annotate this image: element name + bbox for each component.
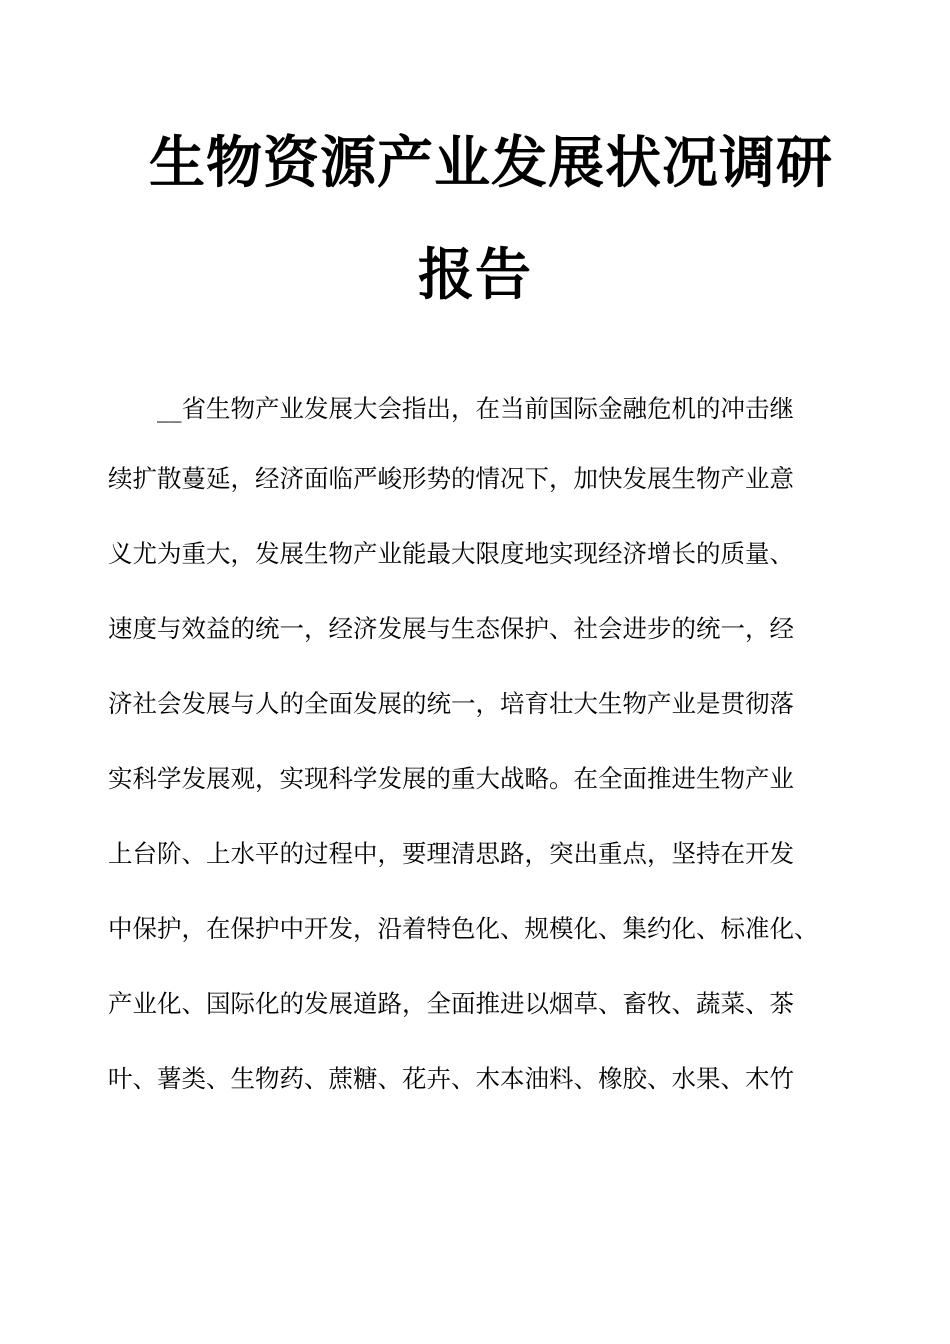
paragraph-line: 济社会发展与人的全面发展的统一，培育壮大生物产业是贯彻落 xyxy=(108,689,794,718)
paragraph-line: 叶、薯类、生物药、蔗糖、花卉、木本油料、橡胶、水果、木竹 xyxy=(108,1064,794,1093)
paragraph-line: __省生物产业发展大会指出，在当前国际金融危机的冲击继 xyxy=(157,394,794,423)
paragraph-line: 上台阶、上水平的过程中，要理清思路，突出重点，坚持在开发 xyxy=(108,839,794,868)
paragraph-line: 续扩散蔓延，经济面临严峻形势的情况下，加快发展生物产业意 xyxy=(108,464,794,493)
document-title-line-1: 生物资源产业发展状况调研 xyxy=(149,131,833,196)
paragraph-line: 义尤为重大，发展生物产业能最大限度地实现经济增长的质量、 xyxy=(108,539,794,568)
paragraph-line: 产业化、国际化的发展道路，全面推进以烟草、畜牧、蔬菜、茶 xyxy=(108,989,794,1018)
paragraph-line: 速度与效益的统一，经济发展与生态保护、社会进步的统一，经 xyxy=(108,614,794,643)
paragraph-line: 中保护，在保护中开发，沿着特色化、规模化、集约化、标准化、 xyxy=(108,914,819,943)
paragraph-line: 实科学发展观，实现科学发展的重大战略。在全面推进生物产业 xyxy=(108,764,794,793)
document-title-line-2: 报告 xyxy=(418,243,532,308)
